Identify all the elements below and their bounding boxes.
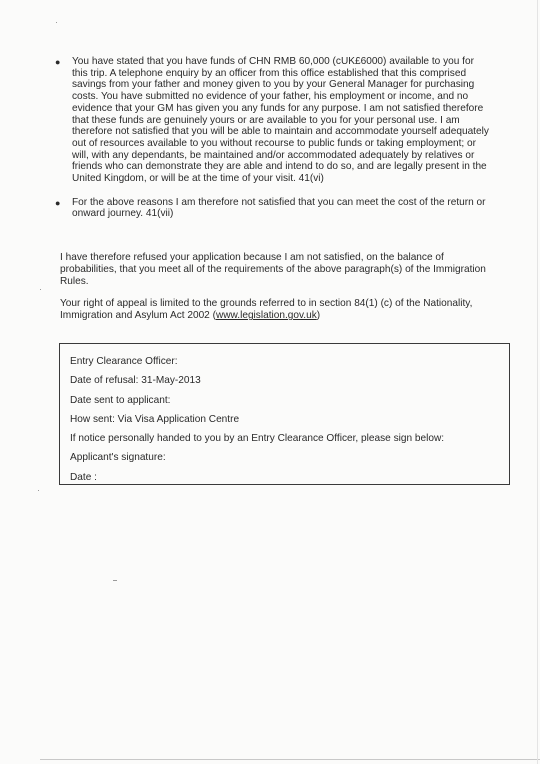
officer-label: Entry Clearance Officer: [70,356,178,367]
list-item [52,197,492,220]
appeal-paragraph [60,298,500,322]
date-sent-label: Date sent to applicant: [70,394,171,406]
refusal-reasons-list [52,56,492,220]
appeal-close: ) [316,310,321,322]
scan-speck [38,490,39,491]
scan-edge-line [537,0,538,764]
bullet-icon: ● [55,197,61,208]
scan-speck [56,22,57,23]
signature-label: Applicant's signature: [70,452,166,464]
decision-details-box [59,343,510,485]
scan-speck [40,289,41,290]
scan-speck [113,580,117,581]
appeal-text: Your right of appeal is limited to the grounds referred to in section 84(1) (c) of the Nationality, Immigration and Asylum Act 2002 ( [60,298,473,322]
how-sent: How sent: Via Visa Application Centre [70,413,240,425]
legislation-link[interactable]: www.legislation.gov.uk [215,310,317,322]
refusal-paragraph: I have therefore refused your application because I am not satisfied, on the balance of probabilities, that you meet all of the requirements of the above paragraph(s) of the Immigration Rules. [60,252,486,288]
funds-reason-text: You have stated that you have funds of CHN RMB 60,000 (cUK£6000) available to you for this trip. A telephone enquiry by an officer from this office established that this comprised savings from your father and money given to you by your General Manager for purchasing costs. You have submitted no evidence of your father, his employment or income, and no evidence that your GM has given you any funds for any purpose. I am not satisfied therefore that these funds are genuinely yours or are available to you for your personal use. I am therefore not satisfied that you will be able to maintain and accommodate yourself adequately out of resources available to you without recourse to public funds or taking employment; or will, with any dependants, be maintained and/or accommodated adequately by relatives or friends who can demonstrate they are able and intend to do so, and are legally present in the United Kingdom, or will be at the time of your visit. 41(vi) [72,56,489,185]
scan-edge-line [40,759,540,760]
bullet-icon: ● [55,57,61,67]
signature-date-label: Date : [70,471,97,483]
decision-details-list [70,352,444,487]
journey-cost-reason-text: For the above reasons I am therefore not satisfied that you can meet the cost of the return or onward journey. 41(vii) [72,196,486,220]
personal-notice-instruction: If notice personally handed to you by an Entry Clearance Officer, please sign below: [70,433,445,445]
refusal-date: Date of refusal: 31-May-2013 [70,375,201,387]
list-item [52,56,492,185]
